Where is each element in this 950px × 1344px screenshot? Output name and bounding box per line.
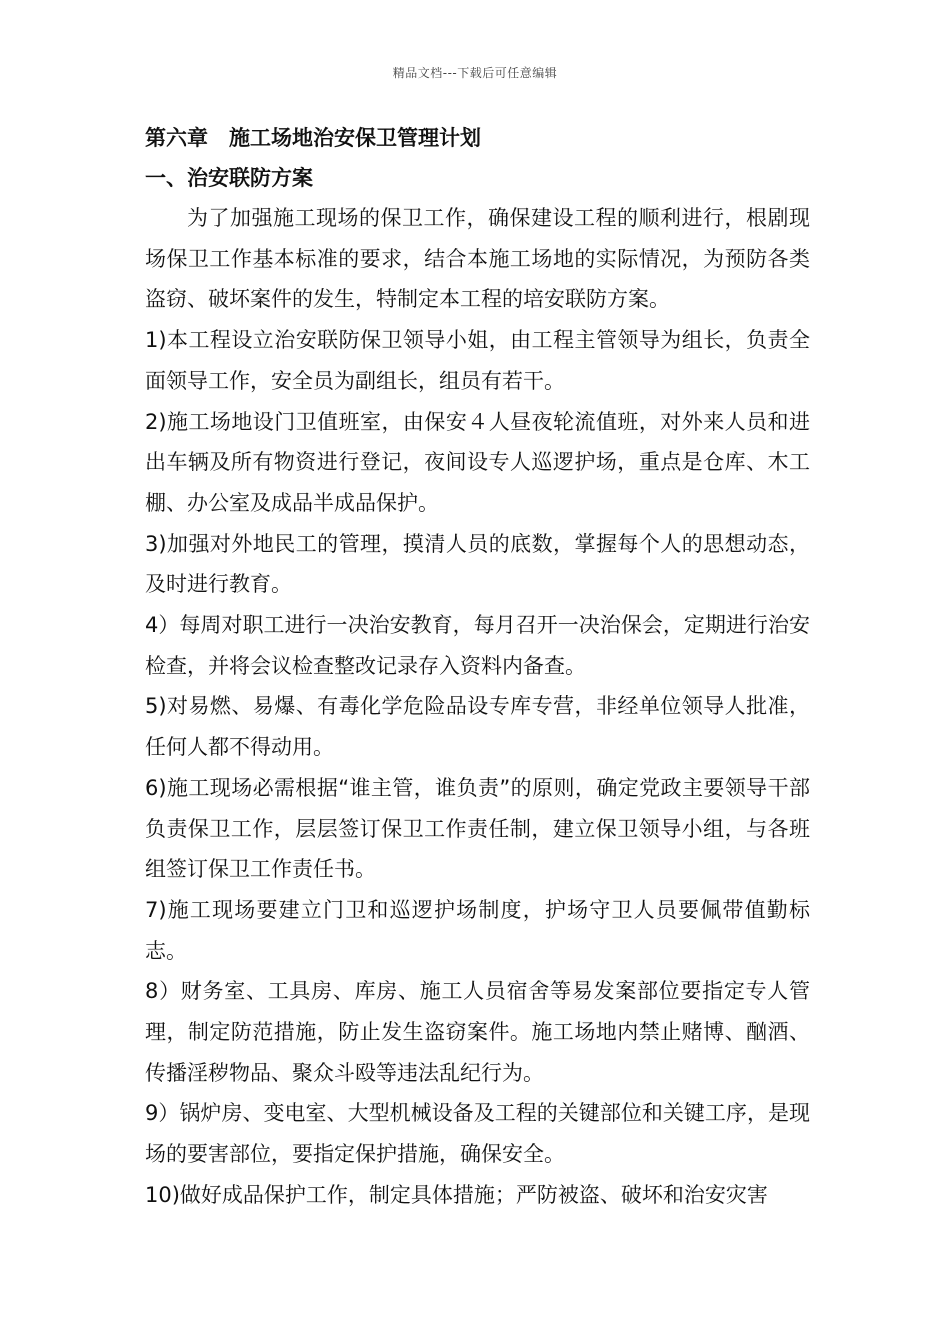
page-header-note: 精品文档---下载后可任意编辑 — [392, 66, 558, 80]
chapter-title: 第六章 施工场地治安保卫管理计划 — [145, 126, 481, 150]
list-item-9: 9）锅炉房、变电室、大型机械设备及工程的关键部位和关键工序，是现场的要害部位，要指定保护措施，确保安全。 — [145, 1101, 810, 1167]
list-item-5: 5)对易燃、易爆、有毒化学危险品设专库专营，非经单位领导人批准，任何人都不得动用。 — [145, 694, 810, 760]
list-item-4: 4）每周对职工进行一决治安教育，每月召开一决治保会，定期进行治安检查，并将会议检查整改记录存入资料内备查。 — [145, 613, 810, 678]
list-item-6: 6)施工现场必需根据“谁主管，谁负责”的原则，确定党政主要领导干部负责保卫工作，层层签订保卫工作责任制，建立保卫领导小组，与各班组签订保卫工作责任书。 — [145, 775, 810, 882]
list-item-1: 1)本工程设立治安联防保卫领导小姐，由工程主管领导为组长，负责全面领导工作，安全员为副组长，组员有若干。 — [145, 328, 810, 393]
list-item-8: 8）财务室、工具房、库房、施工人员宿舍等易发案部位要指定专人管理，制定防范措施，防止发生盗窃案件。施工场地内禁止赌博、酗酒、传播淫秽物品、聚众斗殴等违法乱纪行为。 — [145, 979, 810, 1085]
list-item-2: 2)施工场地设门卫值班室，由保安４人昼夜轮流值班，对外来人员和进出车辆及所有物资进行登记，夜间设专人巡逻护场，重点是仓库、木工棚、办公室及成品半成品保护。 — [145, 409, 810, 515]
list-item-7: 7)施工现场要建立门卫和巡逻护场制度，护场守卫人员要佩带值勤标志。 — [145, 897, 810, 963]
list-item-10: 10)做好成品保护工作，制定具体措施；严防被盗、破坏和治安灾害 — [145, 1182, 768, 1207]
intro-paragraph: 为了加强施工现场的保卫工作，确保建设工程的顺利进行，根剧现场保卫工作基本标准的要求，结合本施工场地的实际情况，为预防各类盗窃、破坏案件的发生，特制定本工程的培安联防方案。 — [145, 206, 810, 312]
section-title: 一、治安联防方案 — [145, 166, 313, 190]
list-item-3: 3)加强对外地民工的管理，摸清人员的底数，掌握每个人的思想动态，及时进行教育。 — [145, 531, 810, 597]
document-body — [145, 118, 810, 1216]
